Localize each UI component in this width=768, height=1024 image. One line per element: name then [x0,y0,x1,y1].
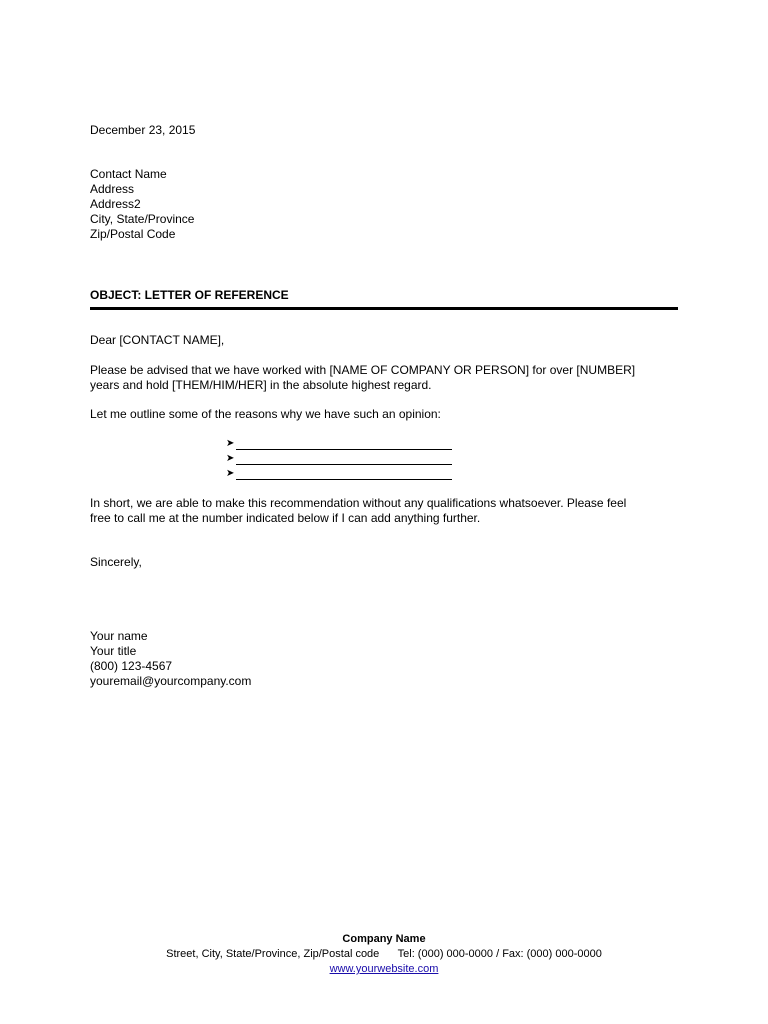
paragraph-line: In short, we are able to make this recommendation without any qualifications whatsoever. Please feel [90,496,627,510]
bullet-item [226,467,456,482]
closing-text: Sincerely, [90,555,142,569]
signer-email: youremail@yourcompany.com [90,674,252,688]
closing [90,555,680,570]
signature-block [90,629,680,689]
bullet-item [226,437,456,452]
recipient-address2: Address2 [90,197,141,211]
bullet-item [226,452,456,467]
arrowhead-bullet-icon: ➤ [226,453,235,464]
reasons-bullet-list [226,437,456,482]
signer-name: Your name [90,629,148,643]
recipient-address [90,167,680,242]
subject-divider [90,307,678,310]
body-paragraph-outline [90,407,680,422]
paragraph-line: years and hold [THEM/HIM/HER] in the absolute highest regard. [90,378,432,392]
subject-line [90,288,680,303]
blank-fill-line [236,479,452,480]
subject-text: OBJECT: LETTER OF REFERENCE [90,288,289,302]
arrowhead-bullet-icon: ➤ [226,468,235,479]
recipient-address1: Address [90,182,135,196]
footer-company-name: Company Name [342,933,426,945]
letter-date [90,123,680,138]
footer-address-line: Street, City, State/Province, Zip/Postal code Tel: (000) 000-0000 / Fax: (000) 000-0000 [166,948,602,960]
blank-fill-line [236,449,452,450]
salutation-text: Dear [CONTACT NAME], [90,333,225,347]
letterhead-footer [0,932,768,977]
signer-title: Your title [90,644,137,658]
body-paragraph-intro [90,363,680,393]
recipient-name: Contact Name [90,167,167,181]
date-text: December 23, 2015 [90,123,196,137]
paragraph-line: free to call me at the number indicated below if I can add anything further. [90,511,481,525]
recipient-zip: Zip/Postal Code [90,227,176,241]
paragraph-line: Let me outline some of the reasons why we have such an opinion: [90,407,441,421]
signer-phone: (800) 123-4567 [90,659,173,673]
recipient-city-state: City, State/Province [90,212,195,226]
salutation [90,333,680,348]
paragraph-line: Please be advised that we have worked with [NAME OF COMPANY OR PERSON] for over [NUMBER] [90,363,636,377]
blank-fill-line [236,464,452,465]
arrowhead-bullet-icon: ➤ [226,438,235,449]
body-paragraph-recommendation [90,496,680,526]
footer-website-link[interactable]: www.yourwebsite.com [329,963,439,975]
